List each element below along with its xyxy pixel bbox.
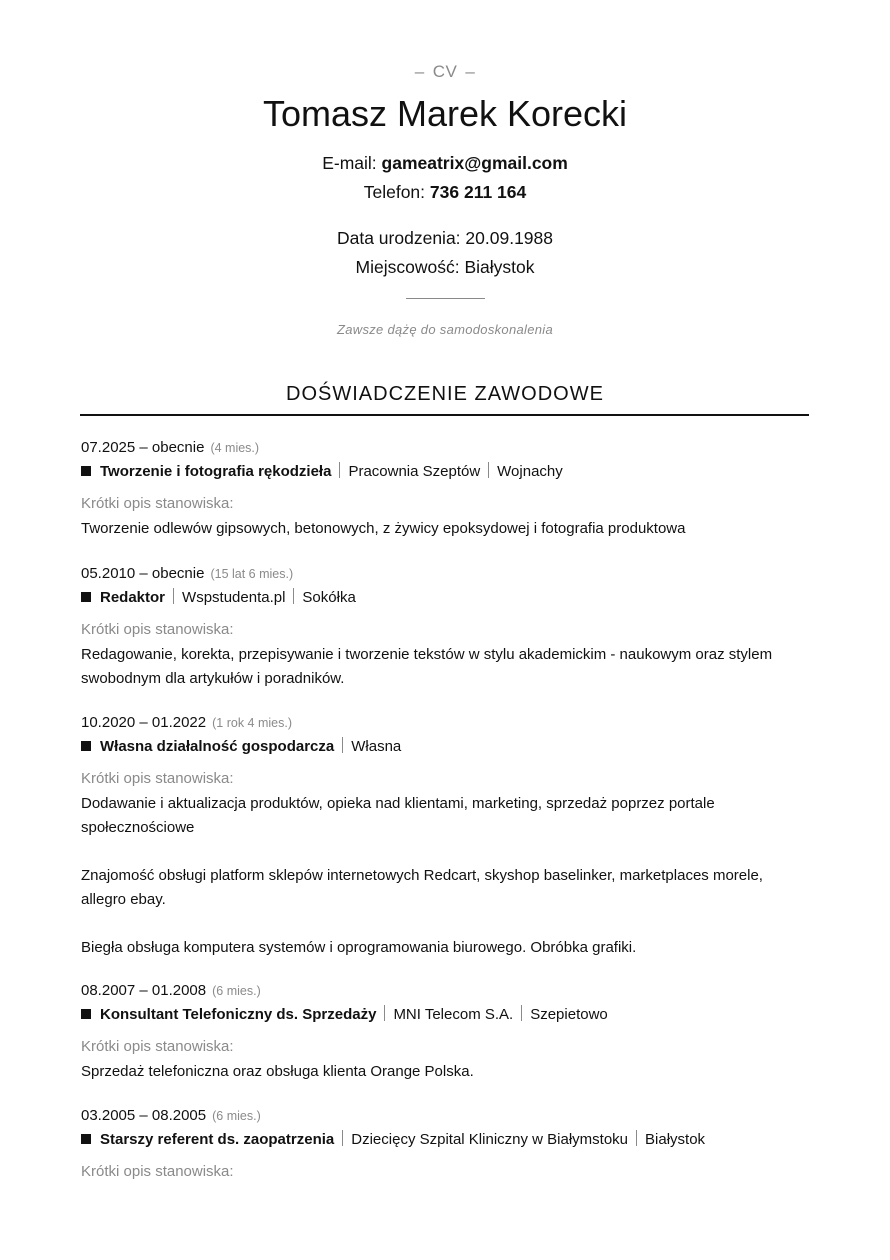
entry-desc-label: Krótki opis stanowiska: bbox=[81, 770, 234, 787]
cv-label bbox=[0, 62, 890, 82]
entry-period-line bbox=[81, 980, 811, 1002]
entry-description bbox=[81, 643, 811, 691]
entry-desc-paragraph: Redagowanie, korekta, przepisywanie i tworzenie tekstów w stylu akademickim - naukowym oraz stylem swobodnym dla artykułów i poradników. bbox=[81, 646, 773, 687]
entry-period-line bbox=[81, 712, 811, 734]
separator bbox=[342, 1130, 343, 1146]
entry-role-line bbox=[81, 735, 811, 759]
entry-description bbox=[81, 792, 811, 960]
separator bbox=[384, 1005, 385, 1021]
separator bbox=[521, 1005, 522, 1021]
entry-duration: (6 mies.) bbox=[212, 1109, 261, 1123]
entry-role-line bbox=[81, 586, 811, 610]
motto: Zawsze dążę do samodoskonalenia bbox=[337, 322, 553, 337]
section-title-experience: DOŚWIADCZENIE ZAWODOWE bbox=[286, 383, 604, 405]
entry-desc-paragraph: Sprzedaż telefoniczna oraz obsługa klienta Orange Polska. bbox=[81, 1063, 474, 1080]
entry-desc-label: Krótki opis stanowiska: bbox=[81, 1163, 234, 1180]
entry-period: 08.2007 – 01.2008 bbox=[81, 982, 207, 999]
entry-role-line bbox=[81, 1128, 811, 1152]
entry-period-line bbox=[81, 563, 811, 585]
entry-role: Redaktor bbox=[100, 589, 166, 606]
entry-desc-label: Krótki opis stanowiska: bbox=[81, 495, 234, 512]
square-bullet-icon bbox=[81, 592, 91, 602]
city-line bbox=[0, 257, 890, 278]
cv-dash-right: – bbox=[465, 62, 476, 81]
experience-entry bbox=[81, 563, 811, 691]
entry-location: Białystok bbox=[645, 1131, 706, 1148]
experience-entry bbox=[81, 980, 811, 1084]
header-divider bbox=[406, 298, 485, 299]
city-label: Miejscowość: bbox=[355, 257, 460, 277]
email-value[interactable]: gameatrix@gmail.com bbox=[381, 153, 568, 173]
entry-description bbox=[81, 1060, 811, 1084]
city-value: Białystok bbox=[464, 257, 535, 277]
square-bullet-icon bbox=[81, 466, 91, 476]
candidate-name: Tomasz Marek Korecki bbox=[262, 93, 628, 134]
entry-company: Własna bbox=[351, 738, 402, 755]
phone-value: 736 211 164 bbox=[429, 182, 527, 202]
entry-description bbox=[81, 517, 811, 541]
entry-duration: (6 mies.) bbox=[212, 984, 261, 998]
separator bbox=[339, 462, 340, 478]
entry-role: Starszy referent ds. zaopatrzenia bbox=[100, 1131, 335, 1148]
entry-period-line bbox=[81, 437, 811, 459]
entry-role: Konsultant Telefoniczny ds. Sprzedaży bbox=[100, 1006, 377, 1023]
entry-period: 10.2020 – 01.2022 bbox=[81, 714, 207, 731]
entry-desc-label: Krótki opis stanowiska: bbox=[81, 621, 234, 638]
entry-desc-paragraph: Tworzenie odlewów gipsowych, betonowych, z żywicy epoksydowej i fotografia produktowa bbox=[81, 520, 686, 537]
entry-desc-paragraph: Znajomość obsługi platform sklepów internetowych Redcart, skyshop baselinker, marketplaces morele, allegro ebay. bbox=[81, 867, 763, 908]
birth-date-line bbox=[0, 228, 890, 249]
entry-role: Tworzenie i fotografia rękodzieła bbox=[100, 463, 332, 480]
square-bullet-icon bbox=[81, 1134, 91, 1144]
experience-entry bbox=[81, 1105, 811, 1183]
entry-duration: (4 mies.) bbox=[210, 441, 260, 455]
entry-company: MNI Telecom S.A. bbox=[393, 1006, 514, 1023]
separator bbox=[173, 588, 174, 604]
entry-role-line bbox=[81, 1003, 811, 1027]
entry-desc-paragraph: Dodawanie i aktualizacja produktów, opieka nad klientami, marketing, sprzedaż poprzez portale społecznościowe bbox=[81, 795, 715, 836]
entry-location: Szepietowo bbox=[530, 1006, 608, 1023]
entry-role: Własna działalność gospodarcza bbox=[100, 738, 335, 755]
entry-duration: (1 rok 4 mies.) bbox=[212, 716, 293, 730]
cv-dash-left: – bbox=[414, 62, 425, 81]
entry-company: Dziecięcy Szpital Kliniczny w Białymstoku bbox=[351, 1131, 629, 1148]
entry-company: Wspstudenta.pl bbox=[182, 589, 286, 606]
entry-location: Sokółka bbox=[302, 589, 356, 606]
email-line bbox=[0, 153, 890, 174]
phone-line bbox=[0, 182, 890, 203]
email-label: E-mail: bbox=[322, 153, 377, 173]
experience-entry bbox=[81, 712, 811, 960]
cv-label-text: CV bbox=[432, 62, 458, 81]
birth-date-value: 20.09.1988 bbox=[465, 228, 554, 248]
section-divider bbox=[80, 414, 809, 416]
entry-role-line bbox=[81, 460, 811, 484]
entry-period-line bbox=[81, 1105, 811, 1127]
experience-entry bbox=[81, 437, 811, 541]
separator bbox=[342, 737, 343, 753]
separator bbox=[488, 462, 489, 478]
entry-period: 05.2010 – obecnie bbox=[81, 565, 205, 582]
entry-period: 07.2025 – obecnie bbox=[81, 439, 205, 456]
separator bbox=[636, 1130, 637, 1146]
separator bbox=[293, 588, 294, 604]
birth-date-label: Data urodzenia: bbox=[336, 228, 461, 248]
entry-location: Wojnachy bbox=[497, 463, 563, 480]
entry-company: Pracownia Szeptów bbox=[348, 463, 481, 480]
entry-desc-label: Krótki opis stanowiska: bbox=[81, 1038, 234, 1055]
entry-desc-paragraph: Biegła obsługa komputera systemów i oprogramowania biurowego. Obróbka grafiki. bbox=[81, 939, 637, 956]
square-bullet-icon bbox=[81, 1009, 91, 1019]
entry-duration: (15 lat 6 mies.) bbox=[210, 567, 294, 581]
phone-label: Telefon: bbox=[363, 182, 426, 202]
square-bullet-icon bbox=[81, 741, 91, 751]
entry-period: 03.2005 – 08.2005 bbox=[81, 1107, 207, 1124]
